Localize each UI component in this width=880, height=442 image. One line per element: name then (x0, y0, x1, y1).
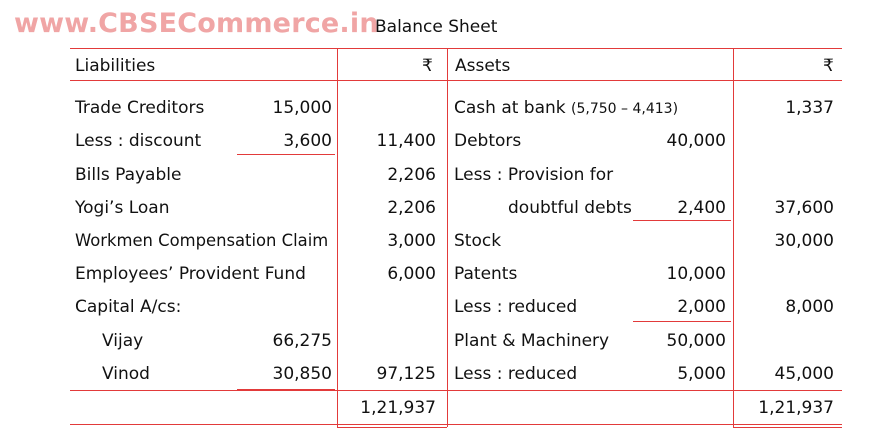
col-divider-asset-amount (733, 48, 734, 427)
asset-label-cash-at-bank (454, 98, 678, 119)
liab-label-provident-fund: Employees’ Provident Fund (75, 264, 306, 284)
liab-amt-bills-payable: 2,206 (387, 165, 436, 185)
liab-label-capital: Capital A/cs: (75, 297, 182, 317)
total-bottom-rule (70, 424, 842, 425)
header-bottom-rule (70, 80, 842, 81)
col-divider-middle (447, 48, 448, 427)
asset-cash-note: (5,750 – 4,413) (571, 101, 679, 117)
liab-label-vijay: Vijay (102, 331, 144, 351)
liab-label-yogi-loan: Yogi’s Loan (75, 198, 170, 218)
asset-label-stock: Stock (454, 231, 502, 251)
total-double-rule-right (733, 427, 842, 428)
liab-sub-vinod: 30,850 (272, 364, 332, 384)
asset-amt-doubtful-debts: 37,600 (774, 198, 834, 218)
asset-label-patents-reduced: Less : reduced (454, 297, 578, 317)
asset-total: 1,21,937 (758, 398, 834, 418)
total-double-rule-left (337, 427, 447, 428)
liab-label-trade-creditors: Trade Creditors (75, 98, 205, 118)
asset-sub-patents: 10,000 (666, 264, 726, 284)
asset-sub-debtors: 40,000 (666, 131, 726, 151)
watermark: www.CBSECommerce.in (14, 8, 379, 39)
underline-doubtful-debts (633, 220, 731, 221)
liab-label-less-discount: Less : discount (75, 131, 202, 151)
asset-sub-plant-reduced: 5,000 (677, 364, 726, 384)
asset-sub-plant-machinery: 50,000 (666, 331, 726, 351)
liab-sub-trade-creditors: 15,000 (272, 98, 332, 118)
asset-sub-patents-reduced: 2,000 (677, 297, 726, 317)
underline-vinod (237, 389, 335, 390)
liab-amt-provident-fund: 6,000 (387, 264, 436, 284)
liab-amt-less-discount: 11,400 (376, 131, 436, 151)
asset-sub-doubtful-debts: 2,400 (677, 198, 726, 218)
asset-amt-cash-at-bank: 1,337 (785, 98, 834, 118)
liabilities-header: Liabilities (75, 56, 156, 76)
liab-amt-yogi-loan: 2,206 (387, 198, 436, 218)
liab-label-bills-payable: Bills Payable (75, 165, 182, 185)
liab-sub-less-discount: 3,600 (283, 131, 332, 151)
liabilities-currency: ₹ (422, 56, 433, 76)
col-divider-liab-amount (337, 48, 338, 427)
total-top-rule (70, 390, 842, 391)
liab-label-workmen-claim: Workmen Compensation Claim (75, 231, 329, 250)
asset-label-doubtful-debts: doubtful debts (508, 198, 632, 218)
liab-amt-vinod: 97,125 (376, 364, 436, 384)
underline-discount (237, 154, 335, 155)
asset-amt-stock: 30,000 (774, 231, 834, 251)
asset-label-debtors: Debtors (454, 131, 522, 151)
liab-amt-workmen-claim: 3,000 (387, 231, 436, 251)
liab-label-vinod: Vinod (102, 364, 150, 384)
page-title: Balance Sheet (375, 17, 498, 37)
asset-label-less-provision: Less : Provision for (454, 165, 614, 185)
asset-label-patents: Patents (454, 264, 518, 284)
table-top-rule (70, 48, 842, 49)
asset-cash-label: Cash at bank (454, 98, 566, 118)
assets-header: Assets (455, 56, 511, 76)
asset-label-plant-reduced: Less : reduced (454, 364, 578, 384)
assets-currency: ₹ (823, 56, 834, 76)
liab-sub-vijay: 66,275 (272, 331, 332, 351)
underline-patents-reduced (633, 321, 731, 322)
asset-amt-patents-reduced: 8,000 (785, 297, 834, 317)
asset-label-plant-machinery: Plant & Machinery (454, 331, 610, 351)
liab-total: 1,21,937 (360, 398, 436, 418)
asset-amt-plant-reduced: 45,000 (774, 364, 834, 384)
